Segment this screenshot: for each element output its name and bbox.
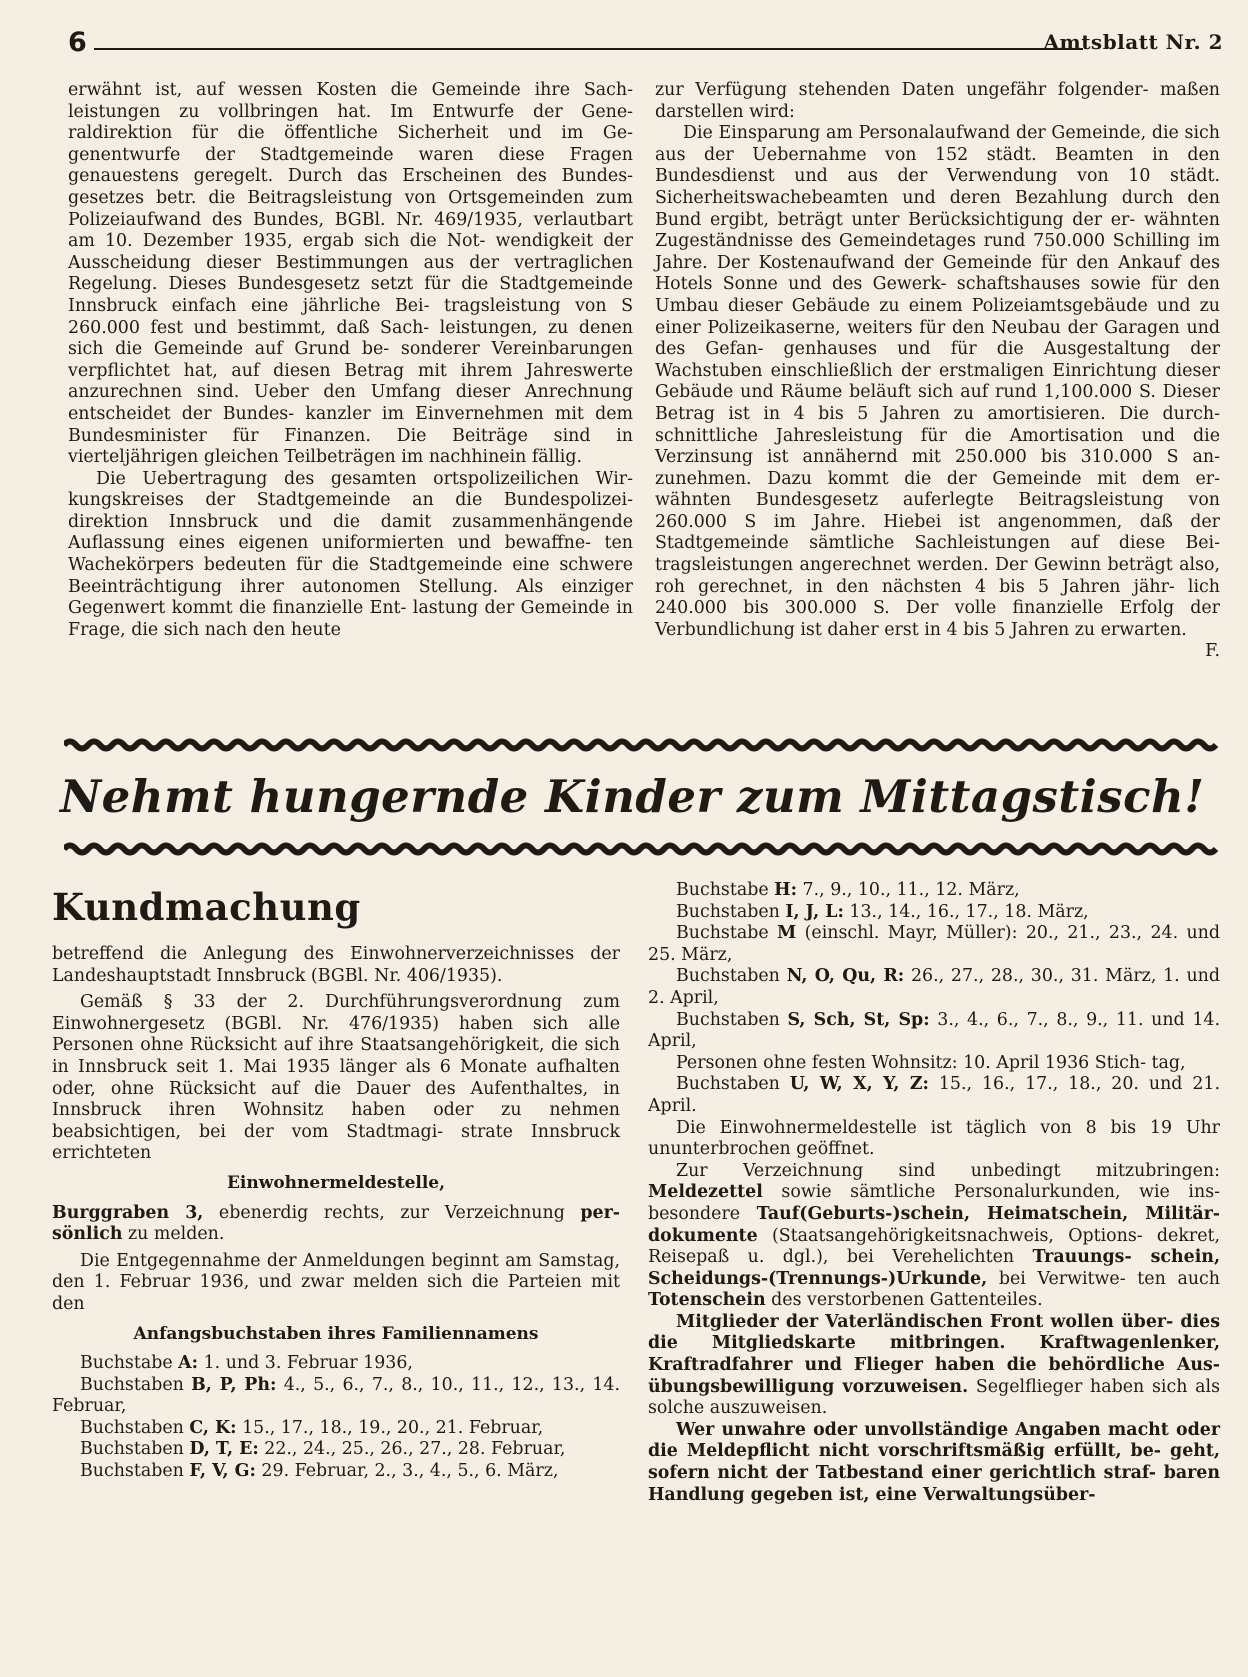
office-address-rest: ebenerdig rechts, zur Verzeichnung — [203, 1202, 581, 1223]
schedule-right — [648, 880, 1220, 1118]
office-address — [52, 1203, 620, 1246]
schedule-letters: N, O, Qu, R: — [786, 966, 905, 987]
schedule-entry — [52, 1375, 620, 1418]
schedule-entry — [648, 1074, 1220, 1117]
schedule-letters: M — [777, 923, 797, 944]
banner-bottom-rule — [64, 842, 1220, 856]
members-rest: Segelflieger haben sich als solche auszuweisen. — [648, 1376, 1221, 1419]
documents-bold: Tauf(Geburts-)schein, Heimatschein, Militär- dokumente — [648, 1203, 1221, 1246]
office-heading: Einwohnermeldestelle, — [226, 1172, 446, 1193]
members-notice — [648, 1312, 1220, 1420]
article-paragraph: Die Einsparung am Personalaufwand der Gemeinde, die sich aus der Uebernahme von 152 städt. Beamten in den Bundesdienst und aus der Verwendung von 10 städt. Sicherheitswachebeamten und deren Bezahlung durch den Bund ergibt, beträgt unter Berücksichtigung der er- wähnten Zugeständnisse des Gemeindetages rund 750.000 Schilling im Jahre. Der Kostenaufwand der Gemeinde für den Ankauf des Hotels Sonne und des Gewerk- schaftshauses sowie für den Umbau dieser Gebäude zu einem Polizeiamtsgebäude und zu einer Polizeikaserne, weiters für den Neubau der Garagen und des Gefan- genhauses und für die Ausgestaltung der Wachstuben einschließlich der erstmaligen Einrichtung dieser Gebäude und Räume beläuft sich auf rund 1,100.000 S. Dieser Betrag ist in 4 bis 5 Jahren zu amortisieren. Die durch- schnittliche Jahresleistung für die Amortisation und die Verzinsung ist annähernd mit 250.000 bis 310.000 S an- zunehmen. Dazu kommt die der Gemeinde mit dem er- wähnten Bundesgesetz auferlegte Beitragsleistung von 260.000 S im Jahre. Hiebei ist angenommen, daß der Stadtgemeinde sämtliche Sachleistungen auf diese Bei- tragsleistungen angerechnet werden. Der Gewinn beträgt also, roh gerechnet, in den nächsten 4 bis 5 Jahren jähr- lich 240.000 bis 300.000 S. Der volle finanzielle Erfolg der Verbundlichung ist daher erst in 4 bis 5 Jahren zu erwarten. — [655, 123, 1220, 640]
publication-title: Amtsblatt Nr. 2 — [1043, 30, 1223, 54]
page-header — [68, 26, 1223, 60]
schedule-prefix: Buchstaben — [80, 1374, 192, 1395]
documents-text: des verstorbenen Gattenteiles. — [765, 1290, 1043, 1311]
schedule-entry — [52, 1461, 620, 1483]
documents-text: bei Verwitwe- ten auch — [987, 1268, 1220, 1289]
documents-text: sowie sämtliche Personalurkunden, wie ins- besondere — [648, 1182, 1220, 1224]
office-end: zu melden. — [122, 1224, 225, 1245]
office-personally: per- sönlich — [52, 1202, 620, 1245]
kundmachung-subtitle: betreffend die Anlegung des Einwohnerverzeichnisses der Landeshauptstadt Innsbruck (BGBl. Nr. 406/1935). — [52, 944, 620, 986]
schedule-heading: Anfangsbuchstaben ihres Familiennamens — [133, 1323, 539, 1344]
schedule-prefix: Buchstaben — [676, 966, 787, 987]
schedule-letters: A: — [178, 1353, 199, 1374]
documents-bold: Trauungs- schein, Scheidungs-(Trennungs-)Urkunde, — [648, 1247, 1220, 1289]
schedule-entry — [648, 902, 1220, 924]
schedule-dates: 13., 14., 16., 17., 18. März, — [843, 901, 1089, 922]
appeal-banner: Nehmt hungernde Kinder zum Mittagstisch! — [60, 770, 1205, 823]
schedule-entry — [648, 880, 1220, 902]
header-rule — [94, 48, 1083, 50]
registration-start: Die Entgegennahme der Anmeldungen beginnt am Samstag, den 1. Februar 1936, und zwar melden sich die Parteien mit den — [52, 1250, 620, 1314]
schedule-letters: F, V, G: — [189, 1461, 256, 1482]
schedule-letters: H: — [774, 880, 798, 900]
schedule-dates: 26., 27., 28., 30., 31. März, 1. und 2. April, — [648, 966, 1220, 1008]
article-paragraph: erwähnt ist, auf wessen Kosten die Gemeinde ihre Sach- leistungen zu vollbringen hat. Im Entwurfe der Gene- raldirektion für die öffentliche Sicherheit und im Ge- genentwurfe der Stadtgemeinde waren diese Fragen genauestens geregelt. Durch das Erscheinen des Bundes- gesetzes betr. die Beitragsleistung von Ortsgemeinden zum Polizeiaufwand des Bundes, BGBl. Nr. 469/1935, verlautbart am 10. Dezember 1935, ergab sich die Not- wendigkeit der Ausscheidung dieser Bestimmungen aus der vertraglichen Regelung. Dieses Bundesgesetz setzt für die Stadtgemeinde Innsbruck einfach eine jährliche Bei- tragsleistung von S 260.000 fest und bestimmt, daß Sach- leistungen, zu denen sich die Gemeinde auf Grund be- sonderer Vereinbarungen verpflichtet hat, auf diesen Betrag mit ihrem Jahreswerte anzurechnen sind. Ueber den Umfang dieser Anrechnung entscheidet der Bundes- kanzler im Einvernehmen mit dem Bundesminister für Finanzen. Die Beiträge sind in vierteljährigen gleichen Teilbeträgen im nachhinein fällig. — [68, 80, 633, 468]
kundmachung-right-column — [648, 880, 1220, 1506]
schedule-dates: 4., 5., 6., 7., 8., 10., 11., 12., 13., 14. Februar, — [52, 1374, 621, 1417]
kundmachung-intro: Gemäß § 33 der 2. Durchführungsverordnung zum Einwohnergesetz (BGBl. Nr. 476/1935) haben sich alle Personen ohne Rücksicht auf ihre Staatsangehörigkeit, die sich in Innsbruck seit 1. Mai 1935 länger als 6 Monate aufhalten oder, ohne Rücksicht auf die Dauer des Aufenthaltes, in Innsbruck ihren Wohnsitz haben oder zu nehmen beabsichtigen, bei der vom Stadtmagi- strate Innsbruck errichteten — [52, 992, 620, 1164]
schedule-prefix: Personen ohne festen Wohnsitz: — [676, 1052, 964, 1073]
schedule-dates: 10. April 1936 Stich- tag, — [963, 1052, 1186, 1073]
documents-bold: Meldezettel — [648, 1182, 763, 1203]
schedule-entry — [52, 1353, 620, 1375]
schedule-letters: C, K: — [189, 1417, 237, 1438]
schedule-entry — [52, 1439, 620, 1461]
schedule-letters: S, Sch, St, Sp: — [787, 1009, 930, 1030]
banner-top-rule — [64, 738, 1220, 752]
schedule-dates: 1. und 3. Februar 1936, — [198, 1353, 413, 1374]
schedule-prefix: Buchstaben — [676, 1009, 788, 1030]
schedule-entry — [648, 923, 1220, 966]
documents-text: (Staatsangehörigkeitsnachweis, Options- dekret, Reisepaß u. dgl.), bei Verehelichten — [648, 1225, 1220, 1268]
schedule-prefix: Buchstaben — [80, 1439, 190, 1460]
office-address-bold: Burggraben 3, — [52, 1202, 204, 1223]
office-hours: Die Einwohnermeldestelle ist täglich von 8 bis 19 Uhr ununterbrochen geöffnet. — [648, 1117, 1220, 1160]
schedule-left — [52, 1353, 620, 1483]
schedule-dates: 22., 24., 25., 26., 27., 28. Februar, — [258, 1439, 566, 1460]
schedule-dates: (einschl. Mayr, Müller): 20., 21., 23., 24. und 25. März, — [648, 923, 1221, 965]
article-left-column — [68, 80, 633, 641]
schedule-prefix: Buchstabe — [80, 1353, 179, 1374]
page-number: 6 — [68, 27, 87, 58]
schedule-letters: D, T, E: — [189, 1439, 259, 1460]
schedule-letters: I, J, L: — [785, 901, 844, 922]
documents-bold: Totenschein — [648, 1290, 766, 1311]
members-bold: Mitglieder der Vaterländischen Front wollen über- dies die Mitgliedskarte mitbringen. Kraftwagenlenker, Kraftradfahrer und Flieger haben die behördliche Aus- übungsbewilligung vorzuweisen. — [648, 1311, 1220, 1397]
article-right-column — [655, 80, 1220, 663]
schedule-dates: 29. Februar, 2., 3., 4., 5., 6. März, — [255, 1461, 559, 1482]
schedule-prefix: Buchstaben — [676, 901, 786, 922]
schedule-entry — [52, 1418, 620, 1440]
schedule-letters: B, P, Ph: — [191, 1374, 277, 1395]
schedule-entry — [648, 1053, 1220, 1075]
kundmachung-left-column — [52, 880, 620, 1483]
schedule-prefix: Buchstaben — [676, 1074, 790, 1095]
schedule-prefix: Buchstaben — [80, 1417, 190, 1438]
schedule-dates: 3., 4., 6., 7., 8., 9., 11. und 14. April, — [648, 1009, 1220, 1052]
penalty-notice: Wer unwahre oder unvollständige Angaben macht oder die Meldepflicht nicht vorschriftsmäßig erfüllt, be- geht, sofern nicht der Tatbestand einer gerichtlich straf- baren Handlung gegeben ist, eine Verwaltungsüber- — [648, 1419, 1220, 1505]
documents-text: Zur Verzeichnung sind unbedingt mitzubringen: — [676, 1160, 1220, 1181]
schedule-entry — [648, 1010, 1220, 1053]
article-signature: F. — [1205, 641, 1220, 662]
schedule-prefix: Buchstaben — [80, 1461, 190, 1482]
schedule-dates: 7., 9., 10., 11., 12. März, — [797, 880, 1020, 900]
schedule-entry — [648, 966, 1220, 1009]
article-paragraph: zur Verfügung stehenden Daten ungefähr folgender- maßen darstellen wird: — [655, 80, 1220, 122]
schedule-prefix: Buchstabe — [676, 880, 775, 900]
schedule-dates: 15., 16., 17., 18., 20. und 21. April. — [648, 1074, 1220, 1116]
schedule-dates: 15., 17., 18., 19., 20., 21. Februar, — [236, 1417, 544, 1438]
schedule-letters: U, W, X, Y, Z: — [789, 1074, 929, 1095]
required-documents — [648, 1161, 1220, 1312]
article-paragraph: Die Uebertragung des gesamten ortspolizeilichen Wir- kungskreises der Stadtgemeinde an die Bundespolizei- direktion Innsbruck und die damit zusammenhängende Auflassung eines eigenen uniformierten und bewaffne- ten Wachekörpers bedeuten für die Stadtgemeinde eine schwere Beeinträchtigung ihrer autonomen Stellung. Als einziger Gegenwert kommt die finanzielle Ent- lastung der Gemeinde in Frage, die sich nach den heute — [68, 468, 633, 640]
kundmachung-title: Kundmachung — [52, 885, 361, 929]
schedule-prefix: Buchstabe — [676, 923, 777, 944]
